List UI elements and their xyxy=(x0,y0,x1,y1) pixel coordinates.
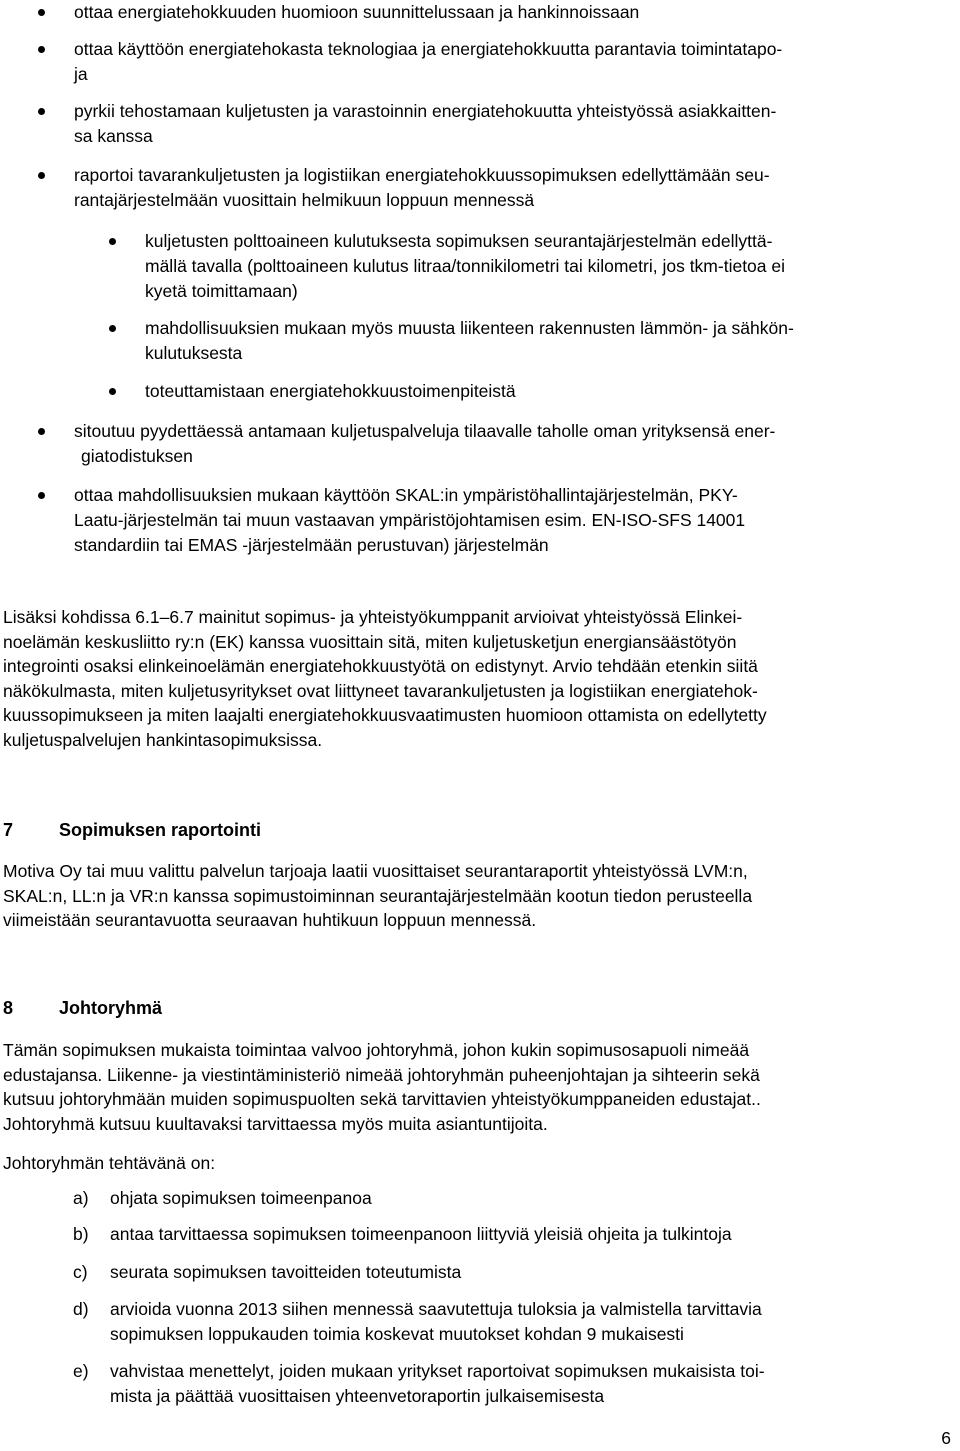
bullet-line: raportoi tavarankuljetusten ja logistiikan energiatehokkuussopimuksen edellyttämään seu- xyxy=(74,165,770,185)
paragraph-line: näkökulmasta, miten kuljetusyritykset ovat liittyneet tavarankuljetusten ja logistiikan energiatehok- xyxy=(3,680,758,701)
bullet-line: ja xyxy=(74,64,88,84)
section-heading-7 xyxy=(3,818,261,842)
section-number: 8 xyxy=(3,998,14,1018)
task-label: a) xyxy=(73,1188,89,1208)
task-text: mista ja päättää vuosittaisen yhteenvetoraportin julkaisemisesta xyxy=(110,1386,605,1406)
section-title: Sopimuksen raportointi xyxy=(59,820,262,840)
paragraph-lisaksi xyxy=(3,605,958,752)
sub-bullet-item xyxy=(145,379,958,404)
task-text: ohjata sopimuksen toimeenpanoa xyxy=(110,1188,372,1208)
task-label: d) xyxy=(73,1299,89,1319)
page-number: 6 xyxy=(941,1428,951,1448)
bullet-line: ottaa mahdollisuuksien mukaan käyttöön SKAL:in ympäristöhallintajärjestelmän, PKY- xyxy=(74,485,738,505)
bullet-line: standardiin tai EMAS -järjestelmään perustuvan) järjestelmän xyxy=(74,535,549,555)
sub-bullet-item xyxy=(145,229,958,304)
bullet-line: kuljetusten polttoaineen kulutuksesta sopimuksen seurantajärjestelmän edellyttä- xyxy=(145,231,773,251)
task-label: e) xyxy=(73,1361,89,1381)
bullet-line: giatodistuksen xyxy=(81,446,193,466)
task-text: sopimuksen loppukauden toimia koskevat muutokset kohdan 9 mukaisesti xyxy=(110,1324,684,1344)
bullet-line: toteuttamistaan energiatehokkuustoimenpiteistä xyxy=(145,381,516,401)
bullet-line: ottaa energiatehokkuuden huomioon suunnittelussaan ja hankinnoissaan xyxy=(74,2,640,22)
bullet-item xyxy=(74,0,958,25)
bullet-line: Laatu-järjestelmän tai muun vastaavan ympäristöjohtamisen esim. EN-ISO-SFS 14001 xyxy=(74,510,746,530)
bullet-item xyxy=(74,37,958,87)
paragraph-line: kuussopimukseen ja miten laajalti energiatehokkuusvaatimusten huomioon ottamista on edellytetty xyxy=(3,705,767,725)
paragraph-line: SKAL:n, LL:n ja VR:n kanssa sopimustoiminnan seurantajärjestelmään kootun tiedon perusteella xyxy=(3,885,753,906)
task-text: antaa tarvittaessa sopimuksen toimeenpanoon liittyviä yleisiä ohjeita ja tulkintoja xyxy=(110,1224,732,1244)
paragraph-section8 xyxy=(3,1038,958,1136)
bullet-line: rantajärjestelmään vuosittain helmikuun loppuun mennessä xyxy=(74,190,535,210)
bullet-item xyxy=(74,163,958,213)
paragraph-line: Tämän sopimuksen mukaista toimintaa valvoo johtoryhmä, johon kukin sopimusosapuoli nimeää xyxy=(3,1040,750,1060)
section-title: Johtoryhmä xyxy=(59,998,163,1018)
bullet-line: sa kanssa xyxy=(74,126,153,146)
bullet-line: mahdollisuuksien mukaan myös muusta liikenteen rakennusten lämmön- ja sähkön- xyxy=(145,318,794,338)
section-heading-8 xyxy=(3,996,162,1020)
bullet-item xyxy=(74,483,958,558)
bullet-item xyxy=(74,419,958,469)
bullet-line: sitoutuu pyydettäessä antamaan kuljetuspalveluja tilaavalle taholle oman yrityksensä ener- xyxy=(74,421,776,441)
task-label: b) xyxy=(73,1224,89,1244)
paragraph-line: kuljetuspalvelujen hankintasopimuksissa. xyxy=(3,729,323,750)
tasks-intro: Johtoryhmän tehtävänä on: xyxy=(3,1153,216,1173)
task-text: arvioida vuonna 2013 siihen mennessä saavutettuja tuloksia ja valmistella tarvittavia xyxy=(110,1299,762,1319)
task-item xyxy=(73,1186,958,1211)
task-item xyxy=(73,1297,958,1347)
paragraph-line: Johtoryhmä kutsuu kuultavaksi tarvittaessa myös muita asiantuntijoita. xyxy=(3,1113,548,1134)
task-label: c) xyxy=(73,1262,88,1282)
paragraph-section7 xyxy=(3,859,958,933)
paragraph-line: edustajansa. Liikenne- ja viestintäministeriö nimeää johtoryhmän puheenjohtajan ja sihteerin sekä xyxy=(3,1064,760,1085)
bullet-line: mällä tavalla (polttoaineen kulutus litraa/tonnikilometri tai kilometri, jos tkm-tietoa ei xyxy=(145,256,785,276)
paragraph-line: Motiva Oy tai muu valittu palvelun tarjoaja laatii vuosittaiset seurantaraportit yhteistyössä LVM:n, xyxy=(3,861,748,881)
paragraph-line: kutsuu johtoryhmään muiden sopimuspuolten sekä tarvittavien yhteistyökumppaneiden edustajat.. xyxy=(3,1089,761,1109)
task-text: seurata sopimuksen tavoitteiden toteutumista xyxy=(110,1262,462,1282)
bullet-line: pyrkii tehostamaan kuljetusten ja varastoinnin energiatehokuutta yhteistyössä asiakkaitten- xyxy=(74,101,777,121)
bullet-line: kulutuksesta xyxy=(145,343,243,363)
task-item xyxy=(73,1359,958,1409)
paragraph-line: noelämän keskusliitto ry:n (EK) kanssa vuosittain sitä, miten kuljetusketjun energiansäästötyön xyxy=(3,631,737,652)
paragraph-line: Lisäksi kohdissa 6.1–6.7 mainitut sopimus- ja yhteistyökumppanit arvioivat yhteistyössä Elinkei- xyxy=(3,607,743,627)
sub-bullet-item xyxy=(145,316,958,366)
section-number: 7 xyxy=(3,820,14,840)
bullet-line: ottaa käyttöön energiatehokasta teknologiaa ja energiatehokkuutta parantavia toimintatapo- xyxy=(74,39,783,59)
paragraph-line: viimeistään seurantavuotta seuraavan huhtikuun loppuun mennessä. xyxy=(3,910,537,930)
bullet-line: kyetä toimittamaan) xyxy=(145,281,298,301)
task-text: vahvistaa menettelyt, joiden mukaan yritykset raportoivat sopimuksen mukaisista toi- xyxy=(110,1361,765,1381)
task-item xyxy=(73,1260,958,1285)
paragraph-line: integrointi osaksi elinkeinoelämän energiatehokkuustyötä on edistynyt. Arvio tehdään etenkin siitä xyxy=(3,656,758,676)
task-item xyxy=(73,1222,958,1247)
bullet-item xyxy=(74,99,958,149)
